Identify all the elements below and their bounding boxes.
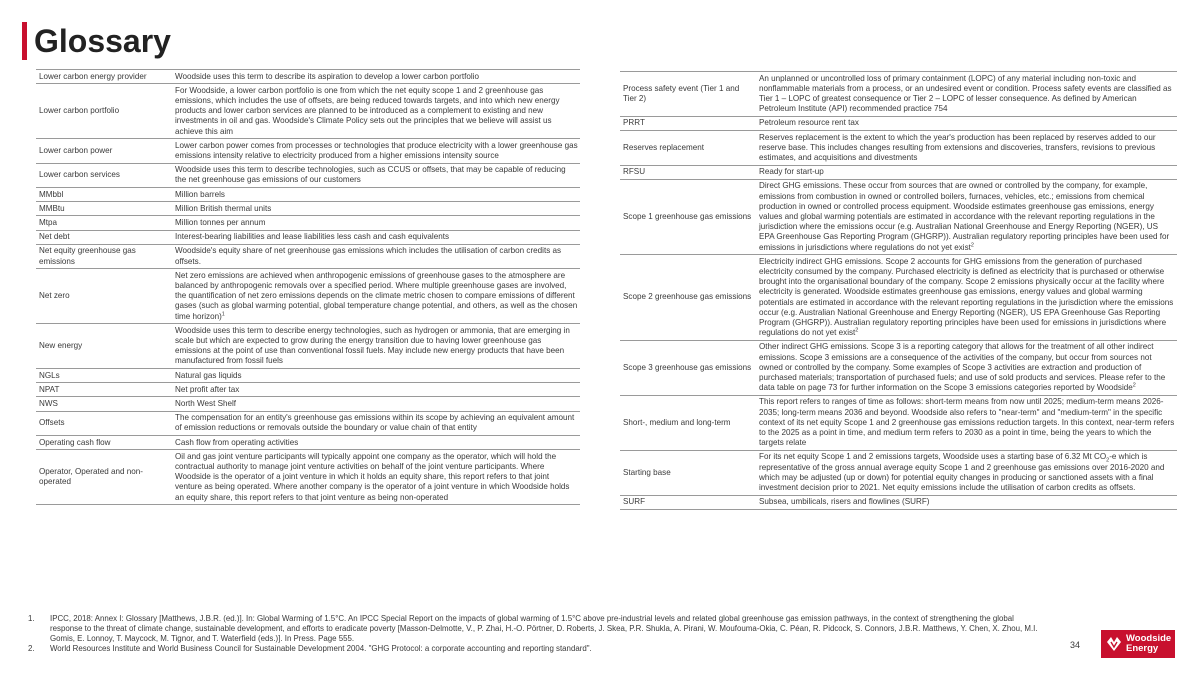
glossary-term: Lower carbon services [36,163,175,187]
glossary-term: Lower carbon energy provider [36,70,175,84]
glossary-term: MMBtu [36,202,175,216]
footnote-text: World Resources Institute and World Business Council for Sustainable Development 2004. "GHG Protocol: a corporate accounting and reporting standard". [50,644,592,653]
glossary-row [620,72,1177,117]
glossary-term: MMbbl [36,188,175,202]
footnote-number: 2. [28,644,35,653]
footnote [28,644,1038,654]
definition-text: Natural gas liquids [175,370,242,380]
glossary-term: NWS [36,397,175,411]
glossary-definition [175,230,580,244]
definition-text: Reserves replacement is the extent to which the year's production has been replaced by reserves added to our reserve base. This includes changes resulting from extensions and discoveries, transfers, revisions to previous estimates, and acquisitions and divestments [759,132,1156,162]
logo-text-line2: Energy [1126,643,1159,654]
glossary-definition [175,397,580,411]
glossary-row [36,70,580,84]
definition-text: Lower carbon power comes from processes or technologies that produce electricity with a lower greenhouse gas emissions intensity relative to electricity produced from a higher emissions intensity source [175,140,578,160]
glossary-term: New energy [36,324,175,369]
woodside-logo-icon [1106,636,1122,652]
glossary-row [36,244,580,268]
footnote-ref: 1 [221,310,225,317]
definition-text: Ready for start-up [759,167,824,177]
glossary-row [36,324,580,369]
definition-text: Petroleum resource rent tax [759,118,859,128]
glossary-definition [175,163,580,187]
glossary-row [620,450,1177,495]
glossary-row [36,202,580,216]
definition-text: The compensation for an entity's greenhouse gas emissions within its scope by achieving an equivalent amount of emission reductions or removals outside the boundary or value chain of that entity [175,413,575,433]
glossary-row [620,116,1177,130]
woodside-energy-logo [1101,630,1175,658]
glossary-definition [175,139,580,163]
footnote [28,614,1038,644]
glossary-row [36,139,580,163]
definition-text: Million barrels [175,189,225,199]
glossary-term: Operator, Operated and non-operated [36,450,175,505]
glossary-row [36,230,580,244]
glossary-row [620,395,1177,450]
glossary-row [36,269,580,324]
glossary-row [620,255,1177,341]
definition-text: Net zero emissions are achieved when anthropogenic emissions of greenhouse gases to the atmosphere are balanced by anthropogenic removals over a specified period. Where multiple greenhouse gases are involved, the quantification of net zero emissions depends on the climate metric chosen to compare emissions of different gases (such as global warming potential, global temperature change potential, and others, as well as the chosen time horizon) [175,270,578,321]
glossary-definition [759,395,1177,450]
glossary-row [620,131,1177,166]
glossary-term: Lower carbon portfolio [36,84,175,139]
glossary-term: RFSU [620,165,759,179]
glossary-definition [759,165,1177,179]
glossary-definition [759,255,1177,341]
glossary-term: SURF [620,495,759,509]
definition-text: North West Shelf [175,398,237,408]
footnote-ref: 2 [855,327,859,334]
glossary-term: Process safety event (Tier 1 and Tier 2) [620,72,759,117]
footnote-ref: 2 [1132,382,1136,389]
definition-text: Oil and gas joint venture participants will typically appoint one company as the operator, which will hold the contractual authority to manage joint venture activities on behalf of the joint venture participants. Where Woodside is the operator of a joint venture in which it holds an equity share, this report refers to that joint venture as being operated. Where another company is the operator of a joint venture in which Woodside holds an equity share, this report refers to that joint venture as being non-operated [175,451,570,502]
definition-text: Net profit after tax [175,384,240,394]
glossary-term: Short-, medium and long-term [620,395,759,450]
glossary-definition [175,216,580,230]
glossary-row [620,340,1177,395]
glossary-row [36,369,580,383]
glossary-row [620,179,1177,254]
glossary-term: Offsets [36,411,175,435]
definition-text: Woodside uses this term to describe its aspiration to develop a lower carbon portfolio [175,71,479,81]
glossary-term: Mtpa [36,216,175,230]
glossary-definition [175,436,580,450]
title-accent-bar [22,22,27,60]
glossary-term: Starting base [620,450,759,495]
glossary-row [36,450,580,505]
definition-text: For Woodside, a lower carbon portfolio is one from which the net equity scope 1 and 2 greenhouse gas emissions, which includes the use of offsets, are being reduced towards targets, and into which new energy products and lower carbon services are planned to be introduced as a complement to existing and new investments in oil and gas. Woodside's Climate Policy sets out the principles that we believe will assist us achieve this aim [175,85,560,136]
glossary-row [36,188,580,202]
glossary-term: Scope 1 greenhouse gas emissions [620,179,759,254]
glossary-row [36,216,580,230]
definition-text: Cash flow from operating activities [175,437,299,447]
logo-text-line1: Woodside [1126,633,1172,644]
glossary-term: Net debt [36,230,175,244]
glossary-definition [175,188,580,202]
definition-text: -e which is representative of the gross annual average equity Scope 1 and 2 greenhouse gas emissions over 2016-2020 and which may be adjusted (up or down) for potential equity changes in producing or sanctioned assets with a final investment decision prior to 2021. Net equity emissions include the utilisation of carbon credits as offsets. [759,452,1165,493]
glossary-term: Scope 3 greenhouse gas emissions [620,340,759,395]
glossary-term: Scope 2 greenhouse gas emissions [620,255,759,341]
glossary-definition [175,202,580,216]
glossary-row [36,163,580,187]
glossary-definition [175,70,580,84]
glossary-definition [175,244,580,268]
glossary-definition [759,340,1177,395]
glossary-term: Operating cash flow [36,436,175,450]
definition-text: Subsea, umbilicals, risers and flowlines (SURF) [759,497,930,507]
definition-text: For its net equity Scope 1 and 2 emissions targets, Woodside uses a starting base of 6.32 Mt CO [759,452,1107,462]
footnotes [28,614,1038,654]
glossary-definition [175,450,580,505]
glossary-definition [175,84,580,139]
glossary-definition [759,116,1177,130]
glossary-term: Net zero [36,269,175,324]
definition-text: Direct GHG emissions. These occur from sources that are owned or controlled by the company, for example, emissions from combustion in owned or controlled boilers, furnaces, vehicles, etc.; emissions from chemical production in owned or controlled process equipment. Woodside estimates greenhouse gas emissions, energy values and global warming potentials are estimated in accordance with the relevant reporting regulations in the jurisdiction where the emissions occur (e.g. Australian National Greenhouse and Energy Reporting (NGER), US EPA Greenhouse Gas Reporting Program (GHGRP)). Australian regulatory reporting principles have been used for emissions in jurisdictions where regulations do not yet exist [759,181,1170,252]
glossary-term: PRRT [620,116,759,130]
glossary-table-right [620,71,1177,510]
page-title: Glossary [34,23,171,59]
glossary-row [36,383,580,397]
glossary-row [36,411,580,435]
definition-text: Other indirect GHG emissions. Scope 3 is a reporting category that allows for the treatment of all other indirect emissions. Scope 3 emissions are a consequence of the activities of the company, but occur from sources not owned or controlled by the company. Some examples of Scope 3 activities are extraction and production of purchased materials; transportation of purchased fuels; and use of sold products and services. Please refer to the data table on page 73 for further information on the Scope 3 emissions categories reported by Woodside [759,342,1166,393]
subscript: 2 [1106,458,1110,465]
glossary-term: Net equity greenhouse gas emissions [36,244,175,268]
definition-text: Interest-bearing liabilities and lease liabilities less cash and cash equivalents [175,232,449,242]
footnote-number: 1. [28,614,35,623]
glossary-definition [759,131,1177,166]
glossary-term: Lower carbon power [36,139,175,163]
footnote-ref: 2 [970,241,974,248]
glossary-definition [175,369,580,383]
glossary-definition [175,269,580,324]
glossary-definition [175,324,580,369]
glossary-definition [175,383,580,397]
glossary-term: NPAT [36,383,175,397]
definition-text: Woodside uses this term to describe technologies, such as CCUS or offsets, that may be capable of reducing the net greenhouse gas emissions of our customers [175,165,566,185]
definition-text: An unplanned or uncontrolled loss of primary containment (LOPC) of any material including non-toxic and nonflammable materials from a process, or an undesired event or condition. Process safety events are classified as Tier 1 – LOPC of greatest consequence or Tier 2 – LOPC of lesser consequence. As defined by American Petroleum Institute (API) recommended practice 754 [759,73,1172,114]
definition-text: Million British thermal units [175,203,272,213]
definition-text: This report refers to ranges of time as follows: short-term means from now until 2025; medium-term means 2026-2035; long-term means 2036 and beyond. Woodside also refers to "near-term" and "medium-term" in the specific context of its net equity Scope 1 and 2 greenhouse gas emissions reduction targets. In this context, near-term refers to the 2025 as a point in time, and medium term refers to 2030 as a point in time, being the years to which the targets relate [759,397,1175,448]
glossary-definition [759,495,1177,509]
glossary-row [36,84,580,139]
glossary-row [36,397,580,411]
glossary-table-left [36,69,580,505]
footnote-text: IPCC, 2018: Annex I: Glossary [Matthews, J.B.R. (ed.)]. In: Global Warming of 1.5°C. An IPCC Special Report on the impacts of global warming of 1.5°C above pre-industrial levels and related global greenhouse gas emission pathways, in the context of strengthening the global response to the threat of climate change, sustainable development, and efforts to eradicate poverty [Masson-Delmotte, V., P. Zhai, H.-O. Pörtner, D. Roberts, J. Skea, P.R. Shukla, A. Pirani, W. Moufouma-Okia, C. Péan, R. Pidcock, S. Connors, J.B.R. Matthews, Y. Chen, X. Zhou, M.I. Gomis, E. Lonnoy, T. Maycock, M. Tignor, and T. Waterfield (eds.)]. In Press. Page 555. [50,614,1038,643]
glossary-definition [759,179,1177,254]
glossary-term: Reserves replacement [620,131,759,166]
glossary-row [36,436,580,450]
definition-text: Electricity indirect GHG emissions. Scope 2 accounts for GHG emissions from the generation of purchased electricity consumed by the company. Purchased electricity is defined as electricity that is purchased or otherwise brought into the organisational boundary of the company. Scope 2 emissions physically occur at the facility where electricity is generated. Woodside estimates greenhouse gas emissions, energy values and global warming potentials are estimated in accordance with the relevant reporting regulations in the jurisdiction where the emissions occur (e.g. Australian National Greenhouse and Energy Reporting (NGER), US EPA Greenhouse Gas Reporting Program (GHGRP)). Australian regulatory reporting principles have been used for emissions in jurisdictions where regulations do not yet exist [759,256,1174,338]
glossary-row [620,495,1177,509]
definition-text: Million tonnes per annum [175,217,266,227]
glossary-definition [759,450,1177,495]
glossary-definition [759,72,1177,117]
definition-text: Woodside uses this term to describe energy technologies, such as hydrogen or ammonia, that are emerging in scale but which are expected to grow during the energy transition due to having lower greenhouse gas emissions at the point of use than conventional fossil fuels. May include new energy products that have been manufactured from fossil fuels [175,325,570,366]
glossary-row [620,165,1177,179]
definition-text: Woodside's equity share of net greenhouse gas emissions which includes the utilisation of carbon credits as offsets. [175,246,562,266]
glossary-term: NGLs [36,369,175,383]
glossary-definition [175,411,580,435]
page-number: 34 [1070,640,1081,650]
